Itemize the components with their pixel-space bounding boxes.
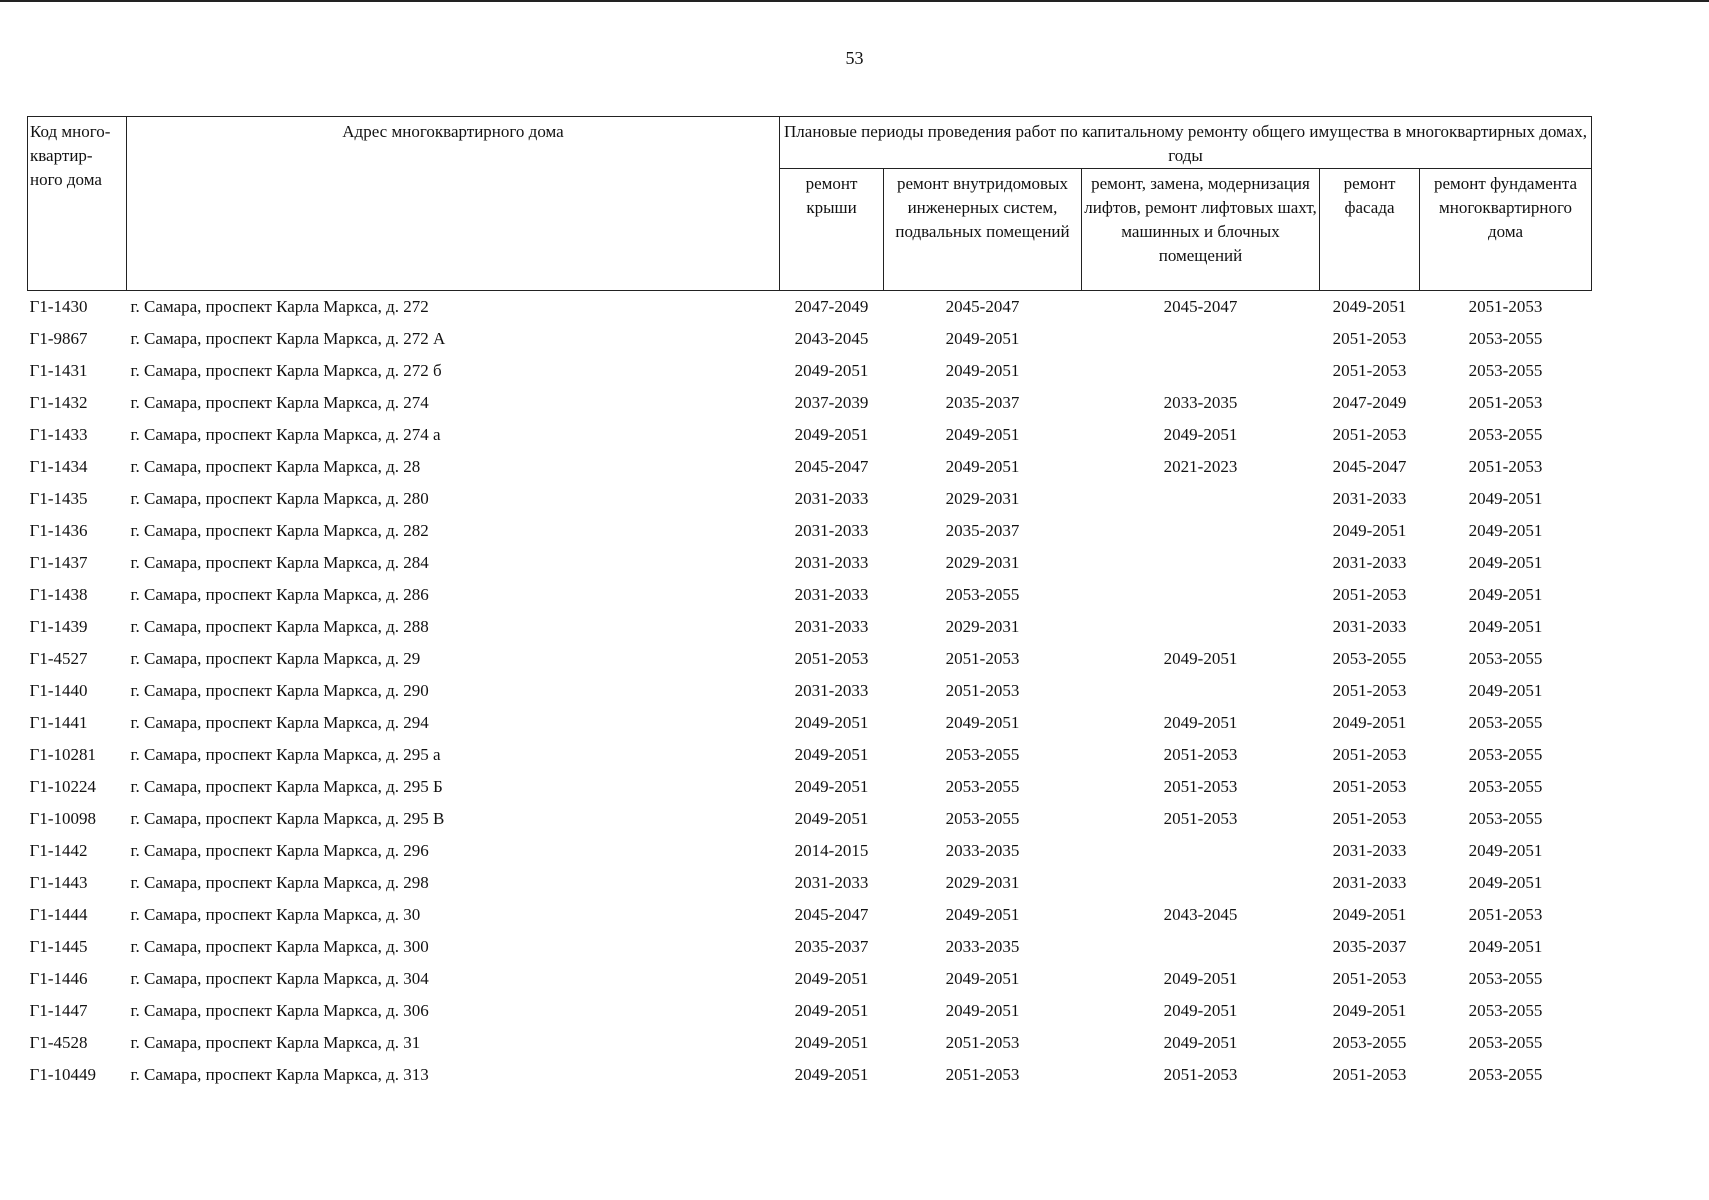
cell-address: г. Самара, проспект Карла Маркса, д. 29 bbox=[130, 649, 421, 668]
cell-facade: 2049-2051 bbox=[1332, 1001, 1407, 1020]
cell-roof: 2049-2051 bbox=[794, 809, 869, 828]
table-row bbox=[28, 707, 1592, 739]
table-body bbox=[28, 291, 1592, 1092]
cell-foundation: 2053-2055 bbox=[1468, 1001, 1543, 1020]
cell-facade: 2049-2051 bbox=[1332, 521, 1407, 540]
cell-foundation: 2053-2055 bbox=[1468, 361, 1543, 380]
cell-systems: 2049-2051 bbox=[945, 425, 1020, 444]
cell-systems: 2049-2051 bbox=[945, 457, 1020, 476]
cell-code: Г1-1442 bbox=[29, 841, 88, 860]
cell-systems: 2029-2031 bbox=[945, 617, 1020, 636]
cell-elevators bbox=[1082, 835, 1320, 867]
table-row bbox=[28, 547, 1592, 579]
cell-address: г. Самара, проспект Карла Маркса, д. 274 а bbox=[130, 425, 441, 444]
cell-address: г. Самара, проспект Карла Маркса, д. 295 Б bbox=[130, 777, 443, 796]
table-row bbox=[28, 1027, 1592, 1059]
cell-code: Г1-1441 bbox=[29, 713, 88, 732]
cell-code: Г1-1447 bbox=[29, 1001, 88, 1020]
cell-elevators: 2049-2051 bbox=[1163, 1001, 1238, 1020]
table-row bbox=[28, 611, 1592, 643]
cell-facade: 2047-2049 bbox=[1332, 393, 1407, 412]
table-row bbox=[28, 451, 1592, 483]
cell-address: г. Самара, проспект Карла Маркса, д. 288 bbox=[130, 617, 429, 636]
cell-systems: 2053-2055 bbox=[945, 809, 1020, 828]
cell-foundation: 2051-2053 bbox=[1468, 393, 1543, 412]
table-row bbox=[28, 867, 1592, 899]
cell-foundation: 2049-2051 bbox=[1468, 681, 1543, 700]
cell-elevators: 2049-2051 bbox=[1163, 1033, 1238, 1052]
header-address: Адрес многоквартирного дома bbox=[127, 117, 780, 291]
cell-systems: 2029-2031 bbox=[945, 873, 1020, 892]
table-row bbox=[28, 1059, 1592, 1091]
cell-code: Г1-1439 bbox=[29, 617, 88, 636]
cell-facade: 2031-2033 bbox=[1332, 873, 1407, 892]
cell-elevators: 2051-2053 bbox=[1163, 809, 1238, 828]
cell-code: Г1-1438 bbox=[29, 585, 88, 604]
cell-roof: 2043-2045 bbox=[794, 329, 869, 348]
cell-foundation: 2053-2055 bbox=[1468, 745, 1543, 764]
cell-systems: 2053-2055 bbox=[945, 777, 1020, 796]
cell-elevators bbox=[1082, 547, 1320, 579]
table-row bbox=[28, 899, 1592, 931]
cell-systems: 2051-2053 bbox=[945, 649, 1020, 668]
cell-code: Г1-10224 bbox=[29, 777, 96, 796]
cell-foundation: 2053-2055 bbox=[1468, 1033, 1543, 1052]
cell-roof: 2047-2049 bbox=[794, 297, 869, 316]
table-row bbox=[28, 323, 1592, 355]
cell-elevators bbox=[1082, 611, 1320, 643]
table-row bbox=[28, 931, 1592, 963]
cell-systems: 2049-2051 bbox=[945, 905, 1020, 924]
cell-code: Г1-10281 bbox=[29, 745, 96, 764]
cell-address: г. Самара, проспект Карла Маркса, д. 286 bbox=[130, 585, 429, 604]
cell-foundation: 2049-2051 bbox=[1468, 841, 1543, 860]
cell-roof: 2049-2051 bbox=[794, 777, 869, 796]
cell-systems: 2049-2051 bbox=[945, 713, 1020, 732]
cell-roof: 2037-2039 bbox=[794, 393, 869, 412]
cell-foundation: 2049-2051 bbox=[1468, 937, 1543, 956]
cell-code: Г1-1433 bbox=[29, 425, 88, 444]
cell-foundation: 2049-2051 bbox=[1468, 585, 1543, 604]
cell-address: г. Самара, проспект Карла Маркса, д. 313 bbox=[130, 1065, 429, 1084]
cell-foundation: 2053-2055 bbox=[1468, 425, 1543, 444]
repair-schedule-table bbox=[27, 116, 1592, 1091]
cell-elevators: 2045-2047 bbox=[1163, 297, 1238, 316]
cell-elevators bbox=[1082, 515, 1320, 547]
cell-foundation: 2053-2055 bbox=[1468, 1065, 1543, 1084]
table-row bbox=[28, 835, 1592, 867]
cell-systems: 2035-2037 bbox=[945, 393, 1020, 412]
cell-systems: 2029-2031 bbox=[945, 489, 1020, 508]
cell-roof: 2051-2053 bbox=[794, 649, 869, 668]
cell-elevators bbox=[1082, 931, 1320, 963]
cell-code: Г1-1445 bbox=[29, 937, 88, 956]
cell-systems: 2053-2055 bbox=[945, 585, 1020, 604]
table-row bbox=[28, 675, 1592, 707]
table-row bbox=[28, 803, 1592, 835]
cell-roof: 2045-2047 bbox=[794, 457, 869, 476]
table-row bbox=[28, 995, 1592, 1027]
cell-address: г. Самара, проспект Карла Маркса, д. 282 bbox=[130, 521, 429, 540]
cell-foundation: 2049-2051 bbox=[1468, 521, 1543, 540]
cell-roof: 2049-2051 bbox=[794, 1065, 869, 1084]
cell-address: г. Самара, проспект Карла Маркса, д. 296 bbox=[130, 841, 429, 860]
cell-address: г. Самара, проспект Карла Маркса, д. 272 bbox=[130, 297, 429, 316]
cell-code: Г1-10449 bbox=[29, 1065, 96, 1084]
cell-facade: 2051-2053 bbox=[1332, 329, 1407, 348]
table-row bbox=[28, 483, 1592, 515]
cell-systems: 2049-2051 bbox=[945, 361, 1020, 380]
cell-facade: 2051-2053 bbox=[1332, 969, 1407, 988]
cell-foundation: 2053-2055 bbox=[1468, 649, 1543, 668]
cell-facade: 2051-2053 bbox=[1332, 425, 1407, 444]
cell-facade: 2031-2033 bbox=[1332, 617, 1407, 636]
header-systems: ремонт внутридомовых инженерных систем, подвальных помещений bbox=[884, 169, 1082, 291]
cell-facade: 2049-2051 bbox=[1332, 713, 1407, 732]
header-roof: ремонт крыши bbox=[780, 169, 884, 291]
cell-roof: 2035-2037 bbox=[794, 937, 869, 956]
table-row bbox=[28, 643, 1592, 675]
cell-roof: 2031-2033 bbox=[794, 489, 869, 508]
cell-systems: 2049-2051 bbox=[945, 329, 1020, 348]
cell-address: г. Самара, проспект Карла Маркса, д. 30 bbox=[130, 905, 421, 924]
cell-address: г. Самара, проспект Карла Маркса, д. 280 bbox=[130, 489, 429, 508]
cell-address: г. Самара, проспект Карла Маркса, д. 290 bbox=[130, 681, 429, 700]
cell-roof: 2014-2015 bbox=[794, 841, 869, 860]
cell-address: г. Самара, проспект Карла Маркса, д. 298 bbox=[130, 873, 429, 892]
header-foundation: ремонт фундамента многоквартирного дома bbox=[1420, 169, 1592, 291]
header-facade: ремонт фасада bbox=[1320, 169, 1420, 291]
cell-foundation: 2049-2051 bbox=[1468, 617, 1543, 636]
cell-address: г. Самара, проспект Карла Маркса, д. 274 bbox=[130, 393, 429, 412]
cell-facade: 2051-2053 bbox=[1332, 361, 1407, 380]
cell-facade: 2049-2051 bbox=[1332, 297, 1407, 316]
cell-facade: 2053-2055 bbox=[1332, 1033, 1407, 1052]
cell-elevators: 2033-2035 bbox=[1163, 393, 1238, 412]
cell-elevators bbox=[1082, 675, 1320, 707]
cell-facade: 2051-2053 bbox=[1332, 585, 1407, 604]
cell-foundation: 2053-2055 bbox=[1468, 809, 1543, 828]
cell-roof: 2049-2051 bbox=[794, 1001, 869, 1020]
table-row bbox=[28, 419, 1592, 451]
top-border-line bbox=[0, 0, 1709, 2]
cell-facade: 2035-2037 bbox=[1332, 937, 1407, 956]
cell-foundation: 2053-2055 bbox=[1468, 713, 1543, 732]
header-periods-group: Плановые периоды проведения работ по капитальному ремонту общего имущества в многоквартирных домах, годы bbox=[780, 117, 1592, 169]
cell-roof: 2049-2051 bbox=[794, 713, 869, 732]
cell-facade: 2031-2033 bbox=[1332, 841, 1407, 860]
cell-foundation: 2051-2053 bbox=[1468, 457, 1543, 476]
cell-code: Г1-1434 bbox=[29, 457, 88, 476]
cell-elevators: 2051-2053 bbox=[1163, 745, 1238, 764]
cell-systems: 2051-2053 bbox=[945, 1033, 1020, 1052]
cell-roof: 2031-2033 bbox=[794, 617, 869, 636]
cell-systems: 2053-2055 bbox=[945, 745, 1020, 764]
header-code: Код много-квартир-ного дома bbox=[28, 117, 127, 291]
cell-code: Г1-1436 bbox=[29, 521, 88, 540]
cell-facade: 2053-2055 bbox=[1332, 649, 1407, 668]
cell-code: Г1-1440 bbox=[29, 681, 88, 700]
cell-systems: 2051-2053 bbox=[945, 1065, 1020, 1084]
cell-roof: 2049-2051 bbox=[794, 1033, 869, 1052]
cell-address: г. Самара, проспект Карла Маркса, д. 272 А bbox=[130, 329, 446, 348]
cell-code: Г1-4527 bbox=[29, 649, 88, 668]
cell-address: г. Самара, проспект Карла Маркса, д. 300 bbox=[130, 937, 429, 956]
cell-address: г. Самара, проспект Карла Маркса, д. 304 bbox=[130, 969, 429, 988]
cell-address: г. Самара, проспект Карла Маркса, д. 294 bbox=[130, 713, 429, 732]
cell-systems: 2045-2047 bbox=[945, 297, 1020, 316]
cell-code: Г1-1435 bbox=[29, 489, 88, 508]
cell-roof: 2031-2033 bbox=[794, 681, 869, 700]
cell-foundation: 2053-2055 bbox=[1468, 969, 1543, 988]
cell-roof: 2031-2033 bbox=[794, 521, 869, 540]
cell-address: г. Самара, проспект Карла Маркса, д. 295 В bbox=[130, 809, 445, 828]
cell-address: г. Самара, проспект Карла Маркса, д. 295 а bbox=[130, 745, 441, 764]
cell-code: Г1-10098 bbox=[29, 809, 96, 828]
cell-roof: 2031-2033 bbox=[794, 553, 869, 572]
cell-elevators bbox=[1082, 483, 1320, 515]
cell-address: г. Самара, проспект Карла Маркса, д. 306 bbox=[130, 1001, 429, 1020]
cell-elevators: 2051-2053 bbox=[1163, 1065, 1238, 1084]
cell-facade: 2049-2051 bbox=[1332, 905, 1407, 924]
cell-elevators bbox=[1082, 867, 1320, 899]
cell-roof: 2045-2047 bbox=[794, 905, 869, 924]
table-row bbox=[28, 963, 1592, 995]
cell-systems: 2051-2053 bbox=[945, 681, 1020, 700]
cell-systems: 2049-2051 bbox=[945, 1001, 1020, 1020]
cell-elevators bbox=[1082, 323, 1320, 355]
cell-facade: 2051-2053 bbox=[1332, 681, 1407, 700]
table-row bbox=[28, 291, 1592, 324]
cell-elevators: 2051-2053 bbox=[1163, 777, 1238, 796]
cell-roof: 2049-2051 bbox=[794, 425, 869, 444]
cell-code: Г1-1432 bbox=[29, 393, 88, 412]
cell-address: г. Самара, проспект Карла Маркса, д. 284 bbox=[130, 553, 429, 572]
cell-address: г. Самара, проспект Карла Маркса, д. 31 bbox=[130, 1033, 421, 1052]
table-row bbox=[28, 771, 1592, 803]
cell-elevators: 2049-2051 bbox=[1163, 649, 1238, 668]
table-row bbox=[28, 387, 1592, 419]
cell-roof: 2031-2033 bbox=[794, 585, 869, 604]
cell-systems: 2033-2035 bbox=[945, 841, 1020, 860]
table-row bbox=[28, 355, 1592, 387]
table-row bbox=[28, 739, 1592, 771]
cell-elevators: 2049-2051 bbox=[1163, 969, 1238, 988]
cell-elevators bbox=[1082, 355, 1320, 387]
cell-roof: 2049-2051 bbox=[794, 361, 869, 380]
cell-facade: 2051-2053 bbox=[1332, 1065, 1407, 1084]
table-row bbox=[28, 515, 1592, 547]
cell-code: Г1-4528 bbox=[29, 1033, 88, 1052]
header-elevators: ремонт, замена, модернизация лифтов, ремонт лифтовых шахт, машинных и блочных помещений bbox=[1082, 169, 1320, 291]
cell-elevators: 2043-2045 bbox=[1163, 905, 1238, 924]
cell-code: Г1-1431 bbox=[29, 361, 88, 380]
cell-foundation: 2049-2051 bbox=[1468, 553, 1543, 572]
cell-facade: 2051-2053 bbox=[1332, 777, 1407, 796]
cell-foundation: 2051-2053 bbox=[1468, 905, 1543, 924]
cell-facade: 2051-2053 bbox=[1332, 809, 1407, 828]
cell-code: Г1-9867 bbox=[29, 329, 88, 348]
cell-code: Г1-1437 bbox=[29, 553, 88, 572]
cell-code: Г1-1444 bbox=[29, 905, 88, 924]
cell-facade: 2031-2033 bbox=[1332, 553, 1407, 572]
cell-systems: 2035-2037 bbox=[945, 521, 1020, 540]
cell-elevators: 2049-2051 bbox=[1163, 713, 1238, 732]
cell-facade: 2031-2033 bbox=[1332, 489, 1407, 508]
page-number: 53 bbox=[845, 48, 864, 68]
cell-code: Г1-1443 bbox=[29, 873, 88, 892]
cell-roof: 2049-2051 bbox=[794, 969, 869, 988]
cell-elevators: 2021-2023 bbox=[1163, 457, 1238, 476]
cell-foundation: 2053-2055 bbox=[1468, 329, 1543, 348]
cell-systems: 2049-2051 bbox=[945, 969, 1020, 988]
cell-facade: 2051-2053 bbox=[1332, 745, 1407, 764]
cell-foundation: 2049-2051 bbox=[1468, 873, 1543, 892]
cell-foundation: 2053-2055 bbox=[1468, 777, 1543, 796]
cell-elevators: 2049-2051 bbox=[1163, 425, 1238, 444]
cell-systems: 2033-2035 bbox=[945, 937, 1020, 956]
cell-foundation: 2051-2053 bbox=[1468, 297, 1543, 316]
cell-address: г. Самара, проспект Карла Маркса, д. 28 bbox=[130, 457, 421, 476]
cell-code: Г1-1430 bbox=[29, 297, 88, 316]
cell-address: г. Самара, проспект Карла Маркса, д. 272 б bbox=[130, 361, 442, 380]
cell-roof: 2049-2051 bbox=[794, 745, 869, 764]
cell-elevators bbox=[1082, 579, 1320, 611]
table-header bbox=[28, 117, 1592, 291]
cell-facade: 2045-2047 bbox=[1332, 457, 1407, 476]
cell-systems: 2029-2031 bbox=[945, 553, 1020, 572]
cell-foundation: 2049-2051 bbox=[1468, 489, 1543, 508]
cell-roof: 2031-2033 bbox=[794, 873, 869, 892]
cell-code: Г1-1446 bbox=[29, 969, 88, 988]
table-row bbox=[28, 579, 1592, 611]
